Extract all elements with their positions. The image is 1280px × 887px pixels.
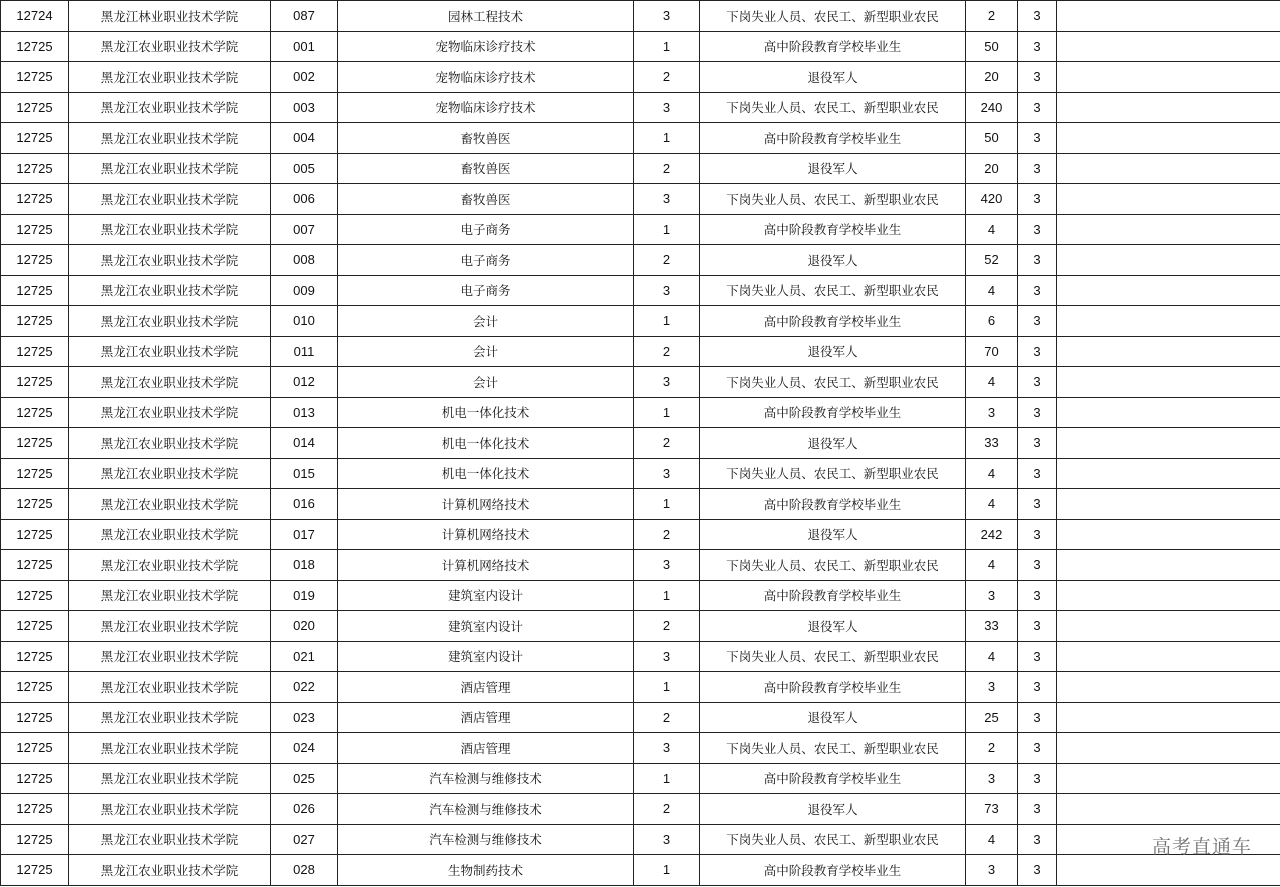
category-cell: 1 bbox=[634, 672, 700, 703]
duration-cell: 3 bbox=[1018, 1, 1057, 32]
major-code-cell: 019 bbox=[271, 580, 338, 611]
category-cell: 2 bbox=[634, 611, 700, 642]
remark-cell bbox=[1057, 733, 1280, 764]
school-name-cell: 黑龙江农业职业技术学院 bbox=[69, 92, 271, 123]
school-name-cell: 黑龙江农业职业技术学院 bbox=[69, 367, 271, 398]
quota-cell: 4 bbox=[966, 214, 1018, 245]
category-cell: 3 bbox=[634, 641, 700, 672]
school-code-cell: 12725 bbox=[1, 580, 69, 611]
quota-cell: 3 bbox=[966, 580, 1018, 611]
table-row bbox=[1, 824, 1280, 855]
quota-cell: 4 bbox=[966, 458, 1018, 489]
major-name-cell: 宠物临床诊疗技术 bbox=[338, 62, 634, 93]
school-code-cell: 12725 bbox=[1, 550, 69, 581]
major-code-cell: 001 bbox=[271, 31, 338, 62]
table-row bbox=[1, 397, 1280, 428]
quota-cell: 4 bbox=[966, 550, 1018, 581]
school-code-cell: 12725 bbox=[1, 733, 69, 764]
school-code-cell: 12725 bbox=[1, 519, 69, 550]
table-row bbox=[1, 245, 1280, 276]
category-cell: 2 bbox=[634, 519, 700, 550]
duration-cell: 3 bbox=[1018, 519, 1057, 550]
quota-cell: 3 bbox=[966, 672, 1018, 703]
remark-cell bbox=[1057, 123, 1280, 154]
category-cell: 3 bbox=[634, 550, 700, 581]
quota-cell: 33 bbox=[966, 428, 1018, 459]
major-code-cell: 013 bbox=[271, 397, 338, 428]
quota-cell: 50 bbox=[966, 31, 1018, 62]
major-code-cell: 020 bbox=[271, 611, 338, 642]
table-row bbox=[1, 550, 1280, 581]
remark-cell bbox=[1057, 641, 1280, 672]
remark-cell bbox=[1057, 397, 1280, 428]
quota-cell: 50 bbox=[966, 123, 1018, 154]
applicant-type-cell: 高中阶段教育学校毕业生 bbox=[700, 763, 966, 794]
major-name-cell: 会计 bbox=[338, 336, 634, 367]
quota-cell: 70 bbox=[966, 336, 1018, 367]
major-name-cell: 会计 bbox=[338, 367, 634, 398]
major-name-cell: 机电一体化技术 bbox=[338, 428, 634, 459]
category-cell: 3 bbox=[634, 824, 700, 855]
major-name-cell: 酒店管理 bbox=[338, 702, 634, 733]
remark-cell bbox=[1057, 367, 1280, 398]
school-name-cell: 黑龙江农业职业技术学院 bbox=[69, 62, 271, 93]
remark-cell bbox=[1057, 550, 1280, 581]
category-cell: 1 bbox=[634, 306, 700, 337]
quota-cell: 420 bbox=[966, 184, 1018, 215]
quota-cell: 20 bbox=[966, 62, 1018, 93]
school-name-cell: 黑龙江农业职业技术学院 bbox=[69, 855, 271, 886]
table-row bbox=[1, 489, 1280, 520]
applicant-type-cell: 高中阶段教育学校毕业生 bbox=[700, 580, 966, 611]
remark-cell bbox=[1057, 672, 1280, 703]
category-cell: 3 bbox=[634, 275, 700, 306]
applicant-type-cell: 退役军人 bbox=[700, 336, 966, 367]
applicant-type-cell: 下岗失业人员、农民工、新型职业农民 bbox=[700, 550, 966, 581]
remark-cell bbox=[1057, 458, 1280, 489]
major-name-cell: 酒店管理 bbox=[338, 672, 634, 703]
quota-cell: 4 bbox=[966, 824, 1018, 855]
quota-cell: 6 bbox=[966, 306, 1018, 337]
duration-cell: 3 bbox=[1018, 428, 1057, 459]
school-name-cell: 黑龙江农业职业技术学院 bbox=[69, 611, 271, 642]
table-row bbox=[1, 672, 1280, 703]
major-name-cell: 畜牧兽医 bbox=[338, 153, 634, 184]
quota-cell: 20 bbox=[966, 153, 1018, 184]
remark-cell bbox=[1057, 62, 1280, 93]
school-name-cell: 黑龙江农业职业技术学院 bbox=[69, 580, 271, 611]
remark-cell bbox=[1057, 580, 1280, 611]
table-row bbox=[1, 214, 1280, 245]
school-code-cell: 12725 bbox=[1, 672, 69, 703]
quota-cell: 2 bbox=[966, 733, 1018, 764]
school-code-cell: 12725 bbox=[1, 306, 69, 337]
major-code-cell: 010 bbox=[271, 306, 338, 337]
major-name-cell: 汽车检测与维修技术 bbox=[338, 824, 634, 855]
duration-cell: 3 bbox=[1018, 184, 1057, 215]
category-cell: 2 bbox=[634, 336, 700, 367]
duration-cell: 3 bbox=[1018, 458, 1057, 489]
major-code-cell: 014 bbox=[271, 428, 338, 459]
quota-cell: 4 bbox=[966, 641, 1018, 672]
school-code-cell: 12725 bbox=[1, 855, 69, 886]
duration-cell: 3 bbox=[1018, 62, 1057, 93]
major-code-cell: 025 bbox=[271, 763, 338, 794]
duration-cell: 3 bbox=[1018, 31, 1057, 62]
school-name-cell: 黑龙江农业职业技术学院 bbox=[69, 245, 271, 276]
applicant-type-cell: 退役军人 bbox=[700, 153, 966, 184]
major-name-cell: 计算机网络技术 bbox=[338, 550, 634, 581]
major-code-cell: 027 bbox=[271, 824, 338, 855]
school-name-cell: 黑龙江农业职业技术学院 bbox=[69, 702, 271, 733]
duration-cell: 3 bbox=[1018, 580, 1057, 611]
school-code-cell: 12725 bbox=[1, 62, 69, 93]
table-row bbox=[1, 92, 1280, 123]
applicant-type-cell: 下岗失业人员、农民工、新型职业农民 bbox=[700, 92, 966, 123]
category-cell: 3 bbox=[634, 733, 700, 764]
remark-cell bbox=[1057, 763, 1280, 794]
duration-cell: 3 bbox=[1018, 794, 1057, 825]
school-code-cell: 12725 bbox=[1, 153, 69, 184]
major-code-cell: 021 bbox=[271, 641, 338, 672]
major-name-cell: 电子商务 bbox=[338, 275, 634, 306]
major-code-cell: 005 bbox=[271, 153, 338, 184]
table-row bbox=[1, 702, 1280, 733]
table-row bbox=[1, 123, 1280, 154]
school-name-cell: 黑龙江农业职业技术学院 bbox=[69, 519, 271, 550]
quota-cell: 52 bbox=[966, 245, 1018, 276]
major-name-cell: 机电一体化技术 bbox=[338, 397, 634, 428]
duration-cell: 3 bbox=[1018, 92, 1057, 123]
duration-cell: 3 bbox=[1018, 824, 1057, 855]
table-row bbox=[1, 1, 1280, 32]
school-code-cell: 12725 bbox=[1, 428, 69, 459]
remark-cell bbox=[1057, 702, 1280, 733]
applicant-type-cell: 高中阶段教育学校毕业生 bbox=[700, 214, 966, 245]
remark-cell bbox=[1057, 1, 1280, 32]
school-code-cell: 12725 bbox=[1, 794, 69, 825]
remark-cell bbox=[1057, 31, 1280, 62]
school-code-cell: 12725 bbox=[1, 92, 69, 123]
category-cell: 2 bbox=[634, 702, 700, 733]
quota-cell: 3 bbox=[966, 397, 1018, 428]
applicant-type-cell: 下岗失业人员、农民工、新型职业农民 bbox=[700, 367, 966, 398]
school-code-cell: 12725 bbox=[1, 458, 69, 489]
duration-cell: 3 bbox=[1018, 336, 1057, 367]
major-name-cell: 畜牧兽医 bbox=[338, 123, 634, 154]
major-code-cell: 024 bbox=[271, 733, 338, 764]
table-row bbox=[1, 184, 1280, 215]
school-code-cell: 12725 bbox=[1, 214, 69, 245]
school-name-cell: 黑龙江农业职业技术学院 bbox=[69, 153, 271, 184]
quota-cell: 242 bbox=[966, 519, 1018, 550]
remark-cell bbox=[1057, 611, 1280, 642]
major-name-cell: 园林工程技术 bbox=[338, 1, 634, 32]
duration-cell: 3 bbox=[1018, 763, 1057, 794]
major-name-cell: 汽车检测与维修技术 bbox=[338, 763, 634, 794]
remark-cell bbox=[1057, 336, 1280, 367]
school-code-cell: 12725 bbox=[1, 184, 69, 215]
table-row bbox=[1, 31, 1280, 62]
school-code-cell: 12725 bbox=[1, 31, 69, 62]
applicant-type-cell: 高中阶段教育学校毕业生 bbox=[700, 672, 966, 703]
school-name-cell: 黑龙江农业职业技术学院 bbox=[69, 641, 271, 672]
remark-cell bbox=[1057, 184, 1280, 215]
major-name-cell: 生物制药技术 bbox=[338, 855, 634, 886]
major-name-cell: 宠物临床诊疗技术 bbox=[338, 31, 634, 62]
school-name-cell: 黑龙江农业职业技术学院 bbox=[69, 550, 271, 581]
school-code-cell: 12725 bbox=[1, 641, 69, 672]
applicant-type-cell: 高中阶段教育学校毕业生 bbox=[700, 489, 966, 520]
major-name-cell: 宠物临床诊疗技术 bbox=[338, 92, 634, 123]
applicant-type-cell: 退役军人 bbox=[700, 794, 966, 825]
category-cell: 2 bbox=[634, 794, 700, 825]
applicant-type-cell: 退役军人 bbox=[700, 519, 966, 550]
table-row bbox=[1, 611, 1280, 642]
major-name-cell: 畜牧兽医 bbox=[338, 184, 634, 215]
category-cell: 2 bbox=[634, 245, 700, 276]
school-name-cell: 黑龙江农业职业技术学院 bbox=[69, 214, 271, 245]
major-code-cell: 028 bbox=[271, 855, 338, 886]
duration-cell: 3 bbox=[1018, 733, 1057, 764]
quota-cell: 4 bbox=[966, 489, 1018, 520]
major-code-cell: 022 bbox=[271, 672, 338, 703]
major-name-cell: 建筑室内设计 bbox=[338, 580, 634, 611]
applicant-type-cell: 下岗失业人员、农民工、新型职业农民 bbox=[700, 1, 966, 32]
category-cell: 1 bbox=[634, 31, 700, 62]
major-name-cell: 计算机网络技术 bbox=[338, 519, 634, 550]
major-name-cell: 电子商务 bbox=[338, 214, 634, 245]
table-row bbox=[1, 580, 1280, 611]
applicant-type-cell: 高中阶段教育学校毕业生 bbox=[700, 306, 966, 337]
table-row bbox=[1, 733, 1280, 764]
major-code-cell: 087 bbox=[271, 1, 338, 32]
school-name-cell: 黑龙江农业职业技术学院 bbox=[69, 275, 271, 306]
duration-cell: 3 bbox=[1018, 245, 1057, 276]
category-cell: 1 bbox=[634, 214, 700, 245]
category-cell: 3 bbox=[634, 1, 700, 32]
applicant-type-cell: 下岗失业人员、农民工、新型职业农民 bbox=[700, 184, 966, 215]
applicant-type-cell: 退役军人 bbox=[700, 611, 966, 642]
school-code-cell: 12725 bbox=[1, 824, 69, 855]
school-name-cell: 黑龙江农业职业技术学院 bbox=[69, 763, 271, 794]
applicant-type-cell: 下岗失业人员、农民工、新型职业农民 bbox=[700, 275, 966, 306]
school-name-cell: 黑龙江农业职业技术学院 bbox=[69, 733, 271, 764]
applicant-type-cell: 下岗失业人员、农民工、新型职业农民 bbox=[700, 641, 966, 672]
school-name-cell: 黑龙江农业职业技术学院 bbox=[69, 397, 271, 428]
remark-cell bbox=[1057, 153, 1280, 184]
applicant-type-cell: 退役军人 bbox=[700, 702, 966, 733]
school-code-cell: 12725 bbox=[1, 275, 69, 306]
table-row bbox=[1, 855, 1280, 886]
major-code-cell: 018 bbox=[271, 550, 338, 581]
remark-cell bbox=[1057, 214, 1280, 245]
duration-cell: 3 bbox=[1018, 672, 1057, 703]
table-row bbox=[1, 641, 1280, 672]
table-row bbox=[1, 153, 1280, 184]
school-code-cell: 12725 bbox=[1, 397, 69, 428]
remark-cell bbox=[1057, 855, 1280, 886]
major-name-cell: 酒店管理 bbox=[338, 733, 634, 764]
school-name-cell: 黑龙江农业职业技术学院 bbox=[69, 184, 271, 215]
major-code-cell: 012 bbox=[271, 367, 338, 398]
major-code-cell: 023 bbox=[271, 702, 338, 733]
table-row bbox=[1, 428, 1280, 459]
major-code-cell: 015 bbox=[271, 458, 338, 489]
remark-cell bbox=[1057, 306, 1280, 337]
school-name-cell: 黑龙江农业职业技术学院 bbox=[69, 306, 271, 337]
school-name-cell: 黑龙江农业职业技术学院 bbox=[69, 458, 271, 489]
school-code-cell: 12725 bbox=[1, 245, 69, 276]
remark-cell bbox=[1057, 428, 1280, 459]
major-code-cell: 004 bbox=[271, 123, 338, 154]
table-row bbox=[1, 62, 1280, 93]
major-name-cell: 汽车检测与维修技术 bbox=[338, 794, 634, 825]
school-name-cell: 黑龙江林业职业技术学院 bbox=[69, 1, 271, 32]
applicant-type-cell: 高中阶段教育学校毕业生 bbox=[700, 397, 966, 428]
quota-cell: 240 bbox=[966, 92, 1018, 123]
school-code-cell: 12725 bbox=[1, 763, 69, 794]
duration-cell: 3 bbox=[1018, 641, 1057, 672]
table-row bbox=[1, 519, 1280, 550]
table-row bbox=[1, 336, 1280, 367]
quota-cell: 4 bbox=[966, 367, 1018, 398]
major-name-cell: 建筑室内设计 bbox=[338, 611, 634, 642]
table-row bbox=[1, 458, 1280, 489]
school-code-cell: 12725 bbox=[1, 367, 69, 398]
school-name-cell: 黑龙江农业职业技术学院 bbox=[69, 794, 271, 825]
quota-cell: 2 bbox=[966, 1, 1018, 32]
major-code-cell: 026 bbox=[271, 794, 338, 825]
major-code-cell: 011 bbox=[271, 336, 338, 367]
category-cell: 3 bbox=[634, 458, 700, 489]
school-name-cell: 黑龙江农业职业技术学院 bbox=[69, 824, 271, 855]
table-row bbox=[1, 275, 1280, 306]
duration-cell: 3 bbox=[1018, 702, 1057, 733]
category-cell: 1 bbox=[634, 489, 700, 520]
category-cell: 1 bbox=[634, 397, 700, 428]
applicant-type-cell: 高中阶段教育学校毕业生 bbox=[700, 31, 966, 62]
remark-cell bbox=[1057, 275, 1280, 306]
school-code-cell: 12724 bbox=[1, 1, 69, 32]
duration-cell: 3 bbox=[1018, 214, 1057, 245]
watermark: 高考直通车 bbox=[1151, 836, 1252, 858]
applicant-type-cell: 下岗失业人员、农民工、新型职业农民 bbox=[700, 824, 966, 855]
major-code-cell: 007 bbox=[271, 214, 338, 245]
major-code-cell: 017 bbox=[271, 519, 338, 550]
quota-cell: 25 bbox=[966, 702, 1018, 733]
major-code-cell: 006 bbox=[271, 184, 338, 215]
duration-cell: 3 bbox=[1018, 275, 1057, 306]
duration-cell: 3 bbox=[1018, 153, 1057, 184]
major-name-cell: 会计 bbox=[338, 306, 634, 337]
school-name-cell: 黑龙江农业职业技术学院 bbox=[69, 489, 271, 520]
category-cell: 3 bbox=[634, 184, 700, 215]
major-name-cell: 机电一体化技术 bbox=[338, 458, 634, 489]
duration-cell: 3 bbox=[1018, 367, 1057, 398]
school-name-cell: 黑龙江农业职业技术学院 bbox=[69, 428, 271, 459]
category-cell: 3 bbox=[634, 367, 700, 398]
duration-cell: 3 bbox=[1018, 550, 1057, 581]
category-cell: 1 bbox=[634, 123, 700, 154]
duration-cell: 3 bbox=[1018, 397, 1057, 428]
quota-cell: 73 bbox=[966, 794, 1018, 825]
category-cell: 1 bbox=[634, 763, 700, 794]
duration-cell: 3 bbox=[1018, 123, 1057, 154]
school-code-cell: 12725 bbox=[1, 611, 69, 642]
category-cell: 2 bbox=[634, 428, 700, 459]
remark-cell bbox=[1057, 794, 1280, 825]
school-name-cell: 黑龙江农业职业技术学院 bbox=[69, 672, 271, 703]
quota-cell: 3 bbox=[966, 763, 1018, 794]
school-code-cell: 12725 bbox=[1, 702, 69, 733]
table-row bbox=[1, 306, 1280, 337]
applicant-type-cell: 高中阶段教育学校毕业生 bbox=[700, 123, 966, 154]
remark-cell bbox=[1057, 245, 1280, 276]
major-name-cell: 计算机网络技术 bbox=[338, 489, 634, 520]
quota-cell: 4 bbox=[966, 275, 1018, 306]
table-row bbox=[1, 367, 1280, 398]
major-code-cell: 016 bbox=[271, 489, 338, 520]
school-code-cell: 12725 bbox=[1, 336, 69, 367]
category-cell: 1 bbox=[634, 855, 700, 886]
quota-cell: 3 bbox=[966, 855, 1018, 886]
major-code-cell: 002 bbox=[271, 62, 338, 93]
school-code-cell: 12725 bbox=[1, 123, 69, 154]
remark-cell bbox=[1057, 489, 1280, 520]
category-cell: 2 bbox=[634, 153, 700, 184]
major-name-cell: 建筑室内设计 bbox=[338, 641, 634, 672]
school-code-cell: 12725 bbox=[1, 489, 69, 520]
applicant-type-cell: 退役军人 bbox=[700, 62, 966, 93]
school-name-cell: 黑龙江农业职业技术学院 bbox=[69, 123, 271, 154]
table-row bbox=[1, 794, 1280, 825]
applicant-type-cell: 高中阶段教育学校毕业生 bbox=[700, 855, 966, 886]
major-name-cell: 电子商务 bbox=[338, 245, 634, 276]
quota-cell: 33 bbox=[966, 611, 1018, 642]
applicant-type-cell: 下岗失业人员、农民工、新型职业农民 bbox=[700, 458, 966, 489]
table-body bbox=[1, 1, 1280, 886]
applicant-type-cell: 退役军人 bbox=[700, 245, 966, 276]
school-name-cell: 黑龙江农业职业技术学院 bbox=[69, 336, 271, 367]
duration-cell: 3 bbox=[1018, 306, 1057, 337]
remark-cell bbox=[1057, 92, 1280, 123]
major-code-cell: 003 bbox=[271, 92, 338, 123]
school-name-cell: 黑龙江农业职业技术学院 bbox=[69, 31, 271, 62]
category-cell: 2 bbox=[634, 62, 700, 93]
major-code-cell: 008 bbox=[271, 245, 338, 276]
duration-cell: 3 bbox=[1018, 489, 1057, 520]
category-cell: 1 bbox=[634, 580, 700, 611]
duration-cell: 3 bbox=[1018, 855, 1057, 886]
applicant-type-cell: 下岗失业人员、农民工、新型职业农民 bbox=[700, 733, 966, 764]
applicant-type-cell: 退役军人 bbox=[700, 428, 966, 459]
major-code-cell: 009 bbox=[271, 275, 338, 306]
duration-cell: 3 bbox=[1018, 611, 1057, 642]
category-cell: 3 bbox=[634, 92, 700, 123]
table-row bbox=[1, 763, 1280, 794]
remark-cell bbox=[1057, 519, 1280, 550]
